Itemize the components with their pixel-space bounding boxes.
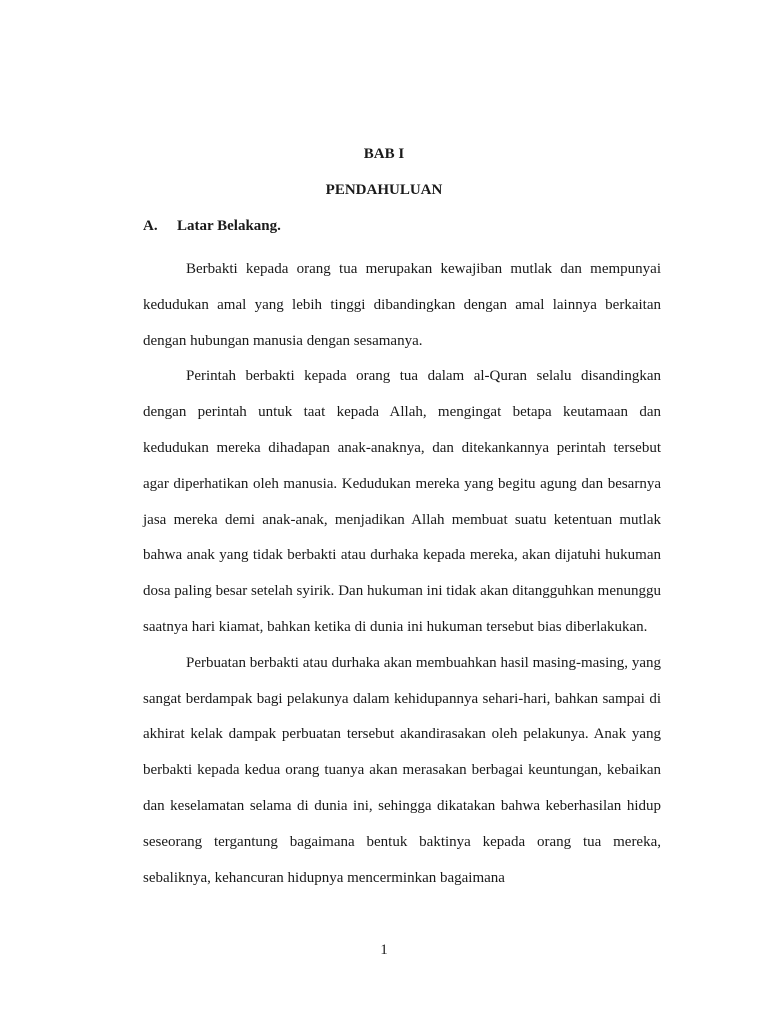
page-number: 1 xyxy=(380,942,388,958)
paragraph-1: Berbakti kepada orang tua merupakan kewajiban mutlak dan mempunyai kedudukan amal yang lebih tinggi dibandingkan dengan amal lainnya berkaitan dengan hubungan manusia dengan sesamanya. xyxy=(143,261,661,349)
section-number: A. xyxy=(143,218,158,234)
chapter-number: BAB I xyxy=(363,146,405,162)
body-text xyxy=(143,252,661,896)
paragraph-3: Perbuatan berbakti atau durhaka akan membuahkan hasil masing-masing, yang sangat berdampak bagi pelakunya dalam kehidupannya sehari-hari, bahkan sampai di akhirat kelak dampak perbuatan tersebut akandirasakan oleh pelakunya. Anak yang berbakti kepada kedua orang tuanya akan merasakan berbagai keuntungan, kebaikan dan keselamatan selama di dunia ini, sehingga dikatakan bahwa keberhasilan hidup seseorang tergantung bagaimana bentuk baktinya kepada orang tua mereka, sebaliknya, kehancuran hidupnya mencerminkan bagaimana xyxy=(143,654,661,886)
section-title: Latar Belakang. xyxy=(177,218,281,234)
paragraph-2: Perintah berbakti kepada orang tua dalam al-Quran selalu disandingkan dengan perintah untuk taat kepada Allah, mengingat betapa keutamaan dan kedudukan mereka dihadapan anak-anaknya, dan ditekankannya perintah tersebut agar diperhatikan oleh manusia. Kedudukan mereka yang begitu agung dan besarnya jasa mereka demi anak-anak, menjadikan Allah membuat suatu ketentuan mutlak bahwa anak yang tidak berbakti atau durhaka kepada mereka, akan dijatuhi hukuman dosa paling besar setelah syirik. Dan hukuman ini tidak akan ditangguhkan menunggu saatnya hari kiamat, bahkan ketika di dunia ini hukuman tersebut bias diberlakukan. xyxy=(143,368,661,635)
chapter-title: PENDAHULUAN xyxy=(325,182,443,198)
section-heading xyxy=(143,218,281,235)
